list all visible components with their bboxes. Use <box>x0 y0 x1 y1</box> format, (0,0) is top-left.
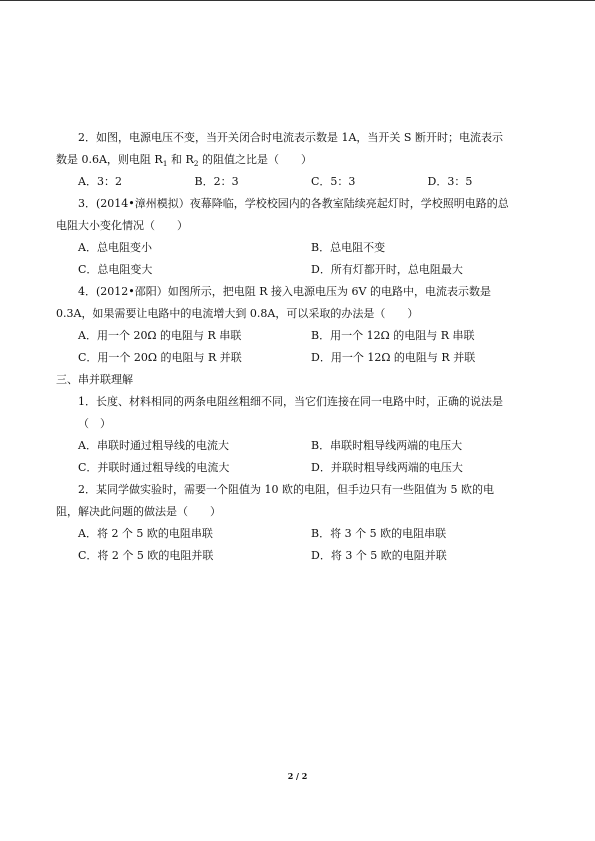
q3-options-row1 <box>56 237 544 259</box>
s3q1-option-b: B．串联时粗导线两端的电压大 <box>311 439 463 452</box>
q4-options-row2 <box>56 347 544 369</box>
q2-line1: 2．如图，电源电压不变，当开关闭合时电流表示数是 1A，当开关 S 断开时；电流表示 <box>78 131 503 144</box>
top-rule <box>0 0 595 1</box>
s3q1-option-c: C．并联时通过粗导线的电流大 <box>78 461 230 474</box>
s3q2-option-b: B．将 3 个 5 欧的电阻串联 <box>311 527 447 540</box>
page-number: 2 / 2 <box>287 771 308 781</box>
q3-line2: 电阻大小变化情况（ ） <box>56 219 188 232</box>
s3q2-line1: 2．某同学做实验时，需要一个阻值为 10 欧的电阻，但手边只有一些阻值为 5 欧的电 <box>78 483 494 496</box>
q4-line1: 4．(2012•邵阳）如图所示，把电阻 R 接入电源电压为 6V 的电路中，电流表示数是 <box>78 285 491 298</box>
s3q2-options-row1 <box>56 523 544 545</box>
s3q1-option-a: A．串联时通过粗导线的电流大 <box>78 439 229 452</box>
q3-line1: 3．(2014•漳州模拟）夜幕降临，学校校园内的各教室陆续亮起灯时，学校照明电路的总 <box>78 197 509 210</box>
q2-options <box>56 171 544 193</box>
s3q2-line2: 阻，解决此问题的做法是（ ） <box>56 505 221 518</box>
q2-option-c: C．5：3 <box>311 175 356 188</box>
s3q2-option-a: A．将 2 个 5 欧的电阻串联 <box>78 527 213 540</box>
q3-option-b: B．总电阻不变 <box>311 241 386 254</box>
q4-option-b: B．用一个 12Ω 的电阻与 R 串联 <box>311 329 475 342</box>
q4-line2: 0.3A，如果需要让电路中的电流增大到 0.8A，可以采取的办法是（ ） <box>56 307 419 320</box>
q2-line2: 数是 0.6A，则电阻 $R_1$ 和 $R_2$ 的阻值之比是（ ） <box>56 153 313 169</box>
q4-option-c: C．用一个 20Ω 的电阻与 R 并联 <box>78 351 242 364</box>
s3q1-options-row1 <box>56 435 544 457</box>
s3q2-options-row2 <box>56 545 544 567</box>
s3q2-option-d: D．将 3 个 5 欧的电阻并联 <box>311 549 447 562</box>
q2-option-a: A．3：2 <box>78 175 122 188</box>
q2-option-b: B．2：3 <box>194 175 239 188</box>
section-title: 三、串并联理解 <box>56 373 133 386</box>
q2-option-d: D．3：5 <box>427 175 473 188</box>
s3q1-line1: 1．长度、材料相同的两条电阻丝粗细不同，当它们连接在同一电路中时，正确的说法是 <box>78 395 503 408</box>
s3q2-option-c: C．将 2 个 5 欧的电阻并联 <box>78 549 214 562</box>
document-body <box>56 127 544 567</box>
q3-option-a: A．总电阻变小 <box>78 241 152 254</box>
q4-options-row1 <box>56 325 544 347</box>
q4-option-a: A．用一个 20Ω 的电阻与 R 串联 <box>78 329 242 342</box>
s3q1-line2: （ ） <box>78 417 111 430</box>
q4-option-d: D．用一个 12Ω 的电阻与 R 并联 <box>311 351 476 364</box>
s3q1-option-d: D．并联时粗导线两端的电压大 <box>311 461 463 474</box>
q3-option-d: D．所有灯都开时，总电阻最大 <box>311 263 463 276</box>
q3-options-row2 <box>56 259 544 281</box>
s3q1-options-row2 <box>56 457 544 479</box>
q3-option-c: C．总电阻变大 <box>78 263 153 276</box>
